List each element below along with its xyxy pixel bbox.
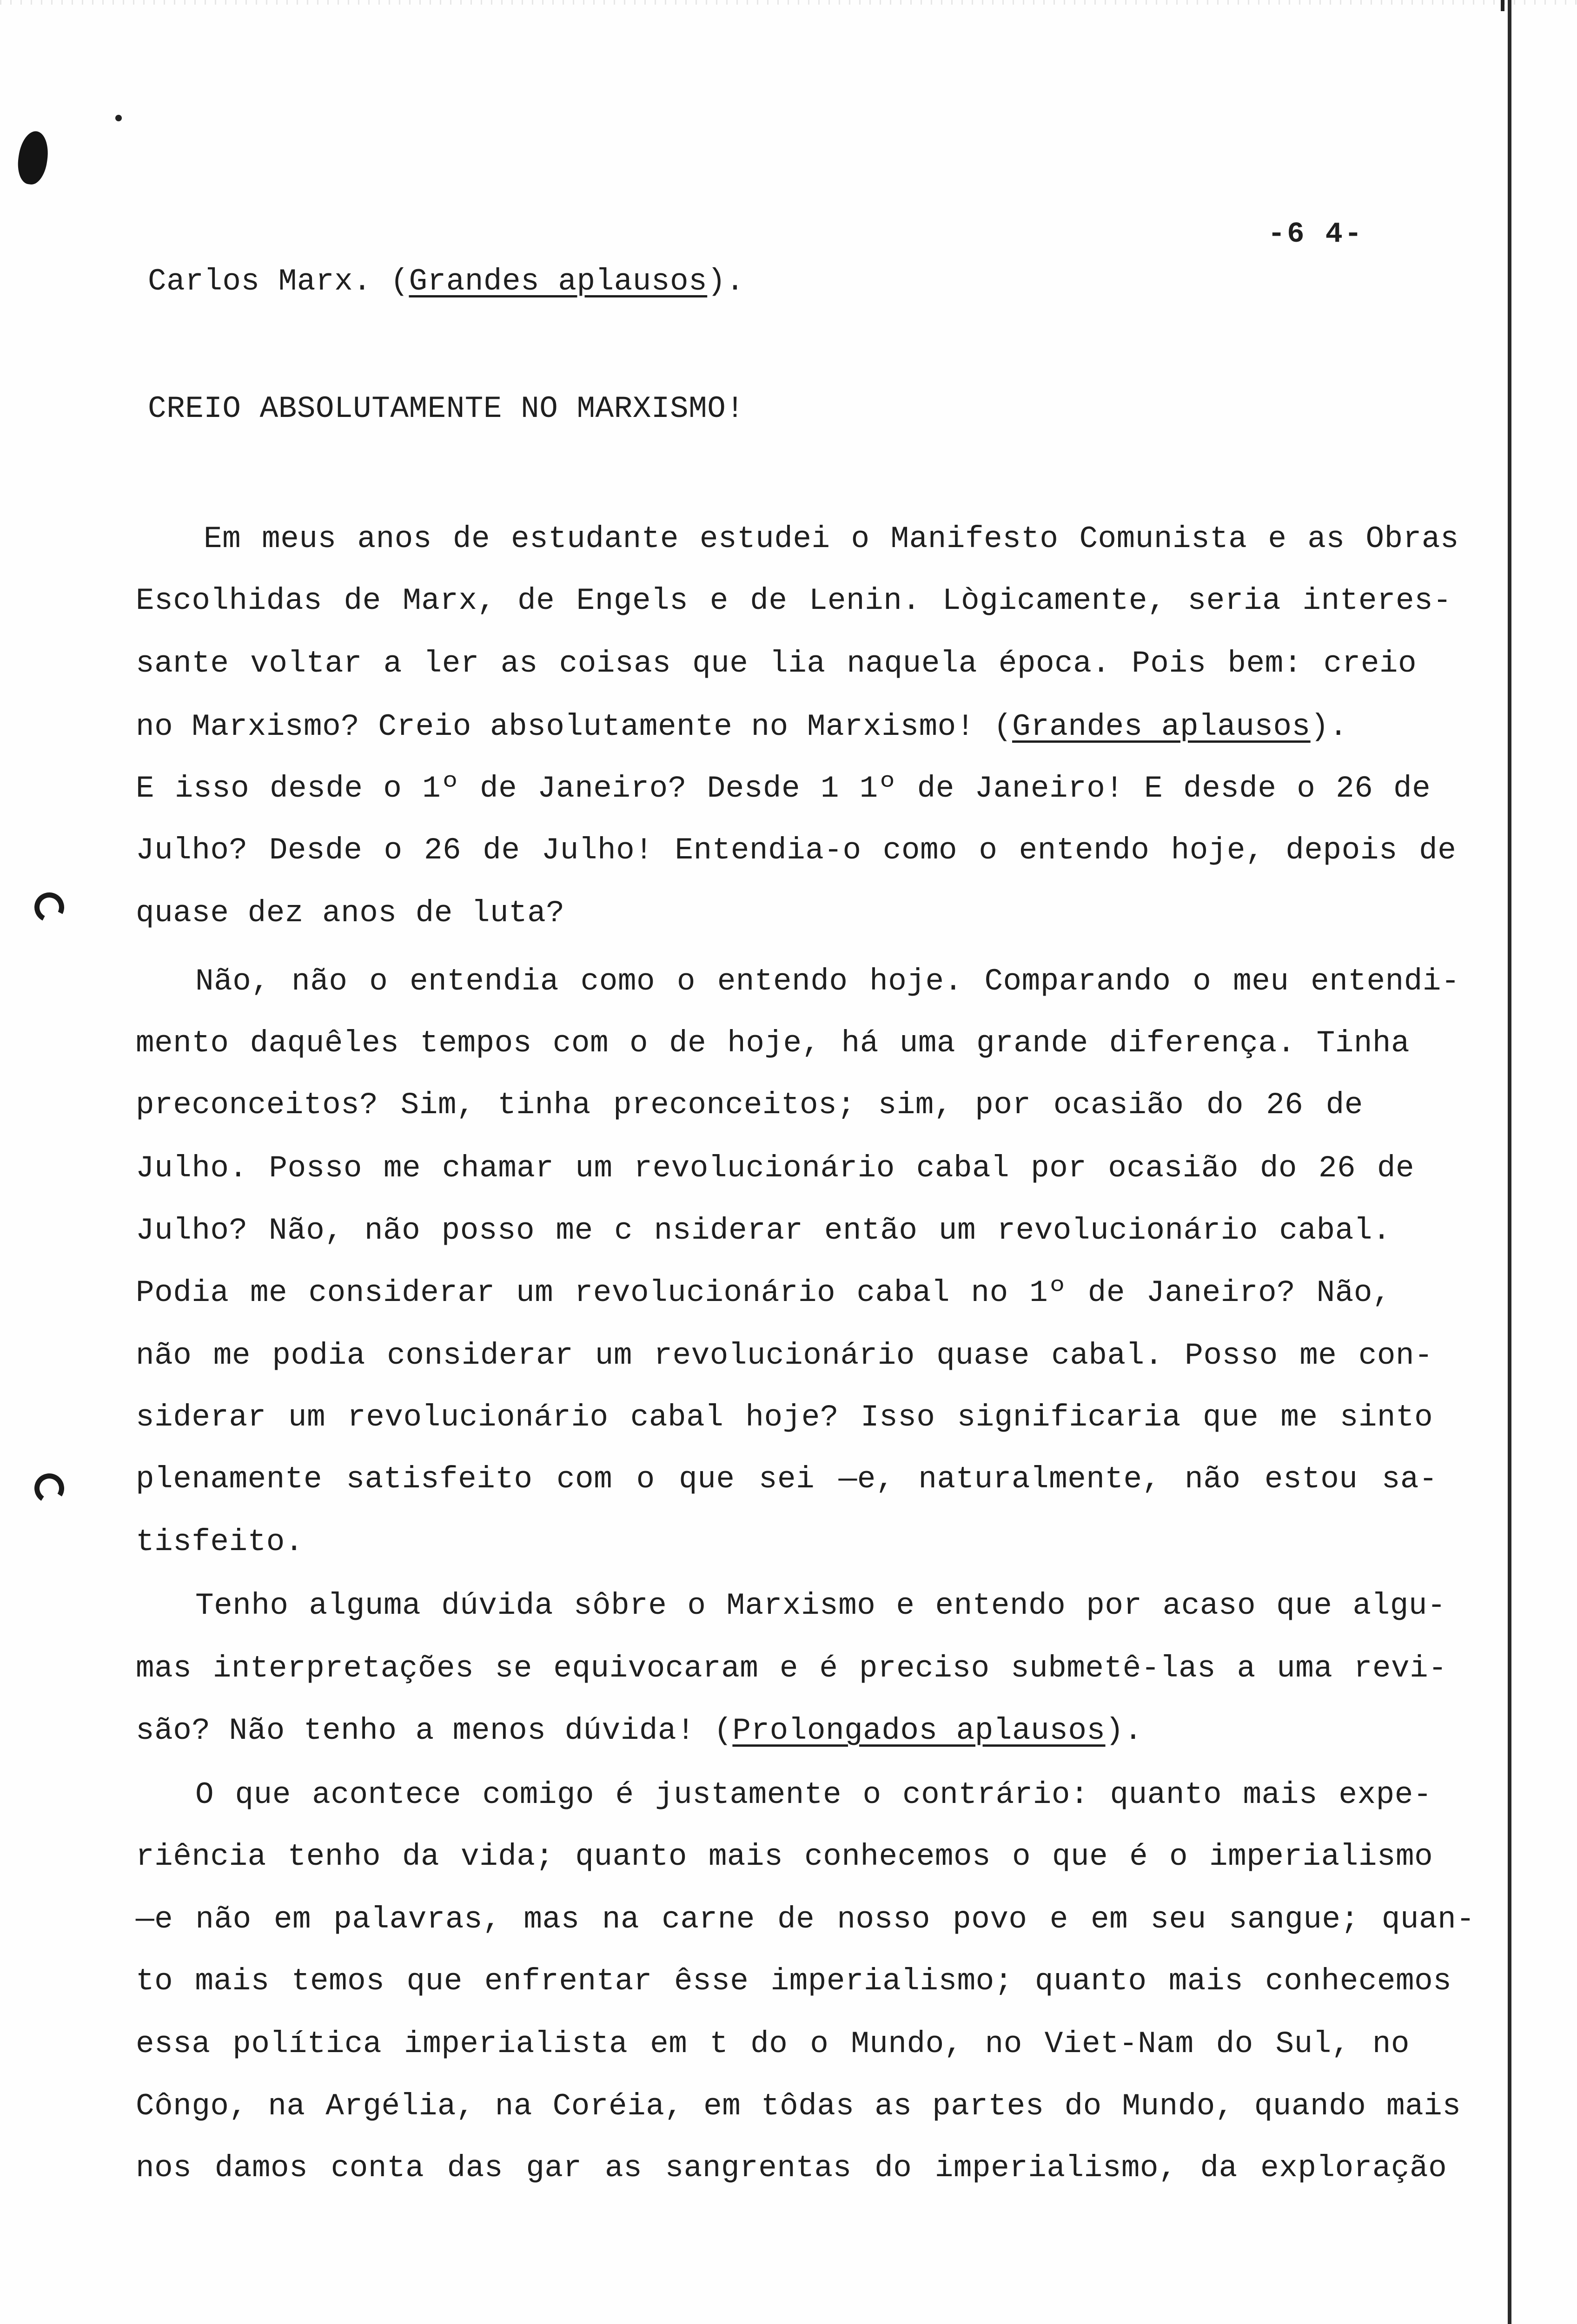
text-line (136, 1212, 1391, 1249)
underlined-applause-note: Grandes aplausos (1012, 709, 1311, 744)
text-line (195, 1587, 1446, 1624)
text-line (136, 2150, 1447, 2187)
text-segment: essa política imperialista em t do o Mundo, no Viet-Nam do Sul, no (136, 2027, 1410, 2061)
text-line (148, 263, 744, 300)
text-segment: preconceitos? Sim, tinha preconceitos; sim, por ocasião do 26 de (136, 1088, 1363, 1122)
punch-hole-icon (32, 1471, 67, 1506)
ink-blot-mark (15, 129, 51, 186)
text-line (136, 582, 1451, 620)
underlined-applause-note: Prolongados aplausos (732, 1713, 1106, 1748)
text-segment: to mais temos que enfrentar êsse imperialismo; quanto mais conhecemos (136, 1964, 1452, 1999)
text-segment: riência tenho da vida; quanto mais conhecemos o que é o imperialismo (136, 1839, 1433, 1874)
text-segment: Não, não o entendia como o entendo hoje. Comparando o meu entendi- (195, 964, 1460, 999)
scan-corner-mark (1501, 0, 1504, 11)
text-segment: O que acontece comigo é justamente o contrário: quanto mais expe- (195, 1777, 1432, 1812)
text-line (136, 1025, 1410, 1062)
text-segment: Julho? Não, não posso me c nsiderar então um revolucionário cabal. (136, 1213, 1391, 1248)
text-segment: siderar um revolucionário cabal hoje? Isso significaria que me sinto (136, 1400, 1433, 1435)
text-line (136, 1524, 304, 1561)
text-segment: Carlos Marx. ( (148, 264, 409, 299)
text-segment: —e não em palavras, mas na carne de nosso povo e em seu sangue; quan- (136, 1902, 1475, 1937)
text-line (136, 708, 1348, 746)
text-line (136, 1399, 1433, 1436)
text-line (148, 390, 744, 428)
underlined-applause-note: Grandes aplausos (409, 264, 708, 299)
text-segment: no Marxismo? Creio absolutamente no Marxismo! ( (136, 709, 1013, 744)
punch-hole-icon (31, 889, 68, 926)
text-segment: Escolhidas de Marx, de Engels e de Lenin. Lògicamente, seria interes- (136, 583, 1452, 618)
text-segment: quase dez anos de luta? (136, 896, 565, 931)
text-line (136, 1274, 1391, 1312)
ink-speck (115, 115, 122, 121)
text-line (136, 832, 1456, 869)
text-line (136, 1712, 1143, 1750)
text-segment: sante voltar a ler as coisas que lia naquela época. Pois bem: creio (136, 646, 1417, 681)
text-segment: Podia me considerar um revolucionário cabal no 1º de Janeiro? Não, (136, 1275, 1391, 1310)
text-segment: ). (1310, 709, 1348, 744)
text-segment: Julho? Desde o 26 de Julho! Entendia-o como o entendo hoje, depois de (136, 833, 1457, 868)
text-segment: mas interpretações se equivocaram e é preciso submetê-las a uma revi- (136, 1651, 1447, 1686)
text-segment: mento daquêles tempos com o de hoje, há uma grande diferença. Tinha (136, 1026, 1410, 1061)
text-line (136, 1087, 1363, 1124)
page-number: -6 4- (1268, 218, 1364, 251)
scan-edge-artifact (0, 0, 1577, 5)
text-line (136, 2026, 1410, 2063)
text-segment: CREIO ABSOLUTAMENTE NO MARXISMO! (148, 391, 745, 426)
text-segment: não me podia considerar um revolucionário quase cabal. Posso me con- (136, 1338, 1433, 1373)
text-segment: plenamente satisfeito com o que sei —e, naturalmente, não estou sa- (136, 1462, 1438, 1497)
text-segment: são? Não tenho a menos dúvida! ( (136, 1713, 733, 1748)
text-line (136, 1150, 1414, 1187)
text-line (195, 1776, 1432, 1814)
text-segment: tisfeito. (136, 1525, 304, 1559)
text-line (204, 521, 1459, 558)
text-line (136, 895, 564, 932)
text-segment: nos damos conta das gar as sangrentas do imperialismo, da exploração (136, 2151, 1447, 2185)
text-line (136, 1963, 1451, 2000)
text-line (136, 645, 1417, 682)
text-segment: E isso desde o 1º de Janeiro? Desde 1 1º de Janeiro! E desde o 26 de (136, 771, 1431, 806)
text-line (195, 963, 1460, 1000)
text-line (136, 770, 1431, 807)
text-segment: Côngo, na Argélia, na Coréia, em tôdas as partes do Mundo, quando mais (136, 2089, 1461, 2124)
text-segment: ). (1105, 1713, 1143, 1748)
text-line (136, 1337, 1433, 1374)
text-segment: Em meus anos de estudante estudei o Manifesto Comunista e as Obras (204, 522, 1459, 556)
scan-right-edge-line (1508, 0, 1511, 2324)
text-line (136, 1461, 1438, 1498)
text-line (136, 1650, 1447, 1687)
text-segment: Tenho alguma dúvida sôbre o Marxismo e entendo por acaso que algu- (195, 1588, 1446, 1623)
text-line (136, 2088, 1461, 2125)
text-segment: Julho. Posso me chamar um revolucionário cabal por ocasião do 26 de (136, 1151, 1415, 1186)
text-line (136, 1838, 1433, 1875)
text-line (136, 1901, 1475, 1938)
text-segment: ). (707, 264, 745, 299)
